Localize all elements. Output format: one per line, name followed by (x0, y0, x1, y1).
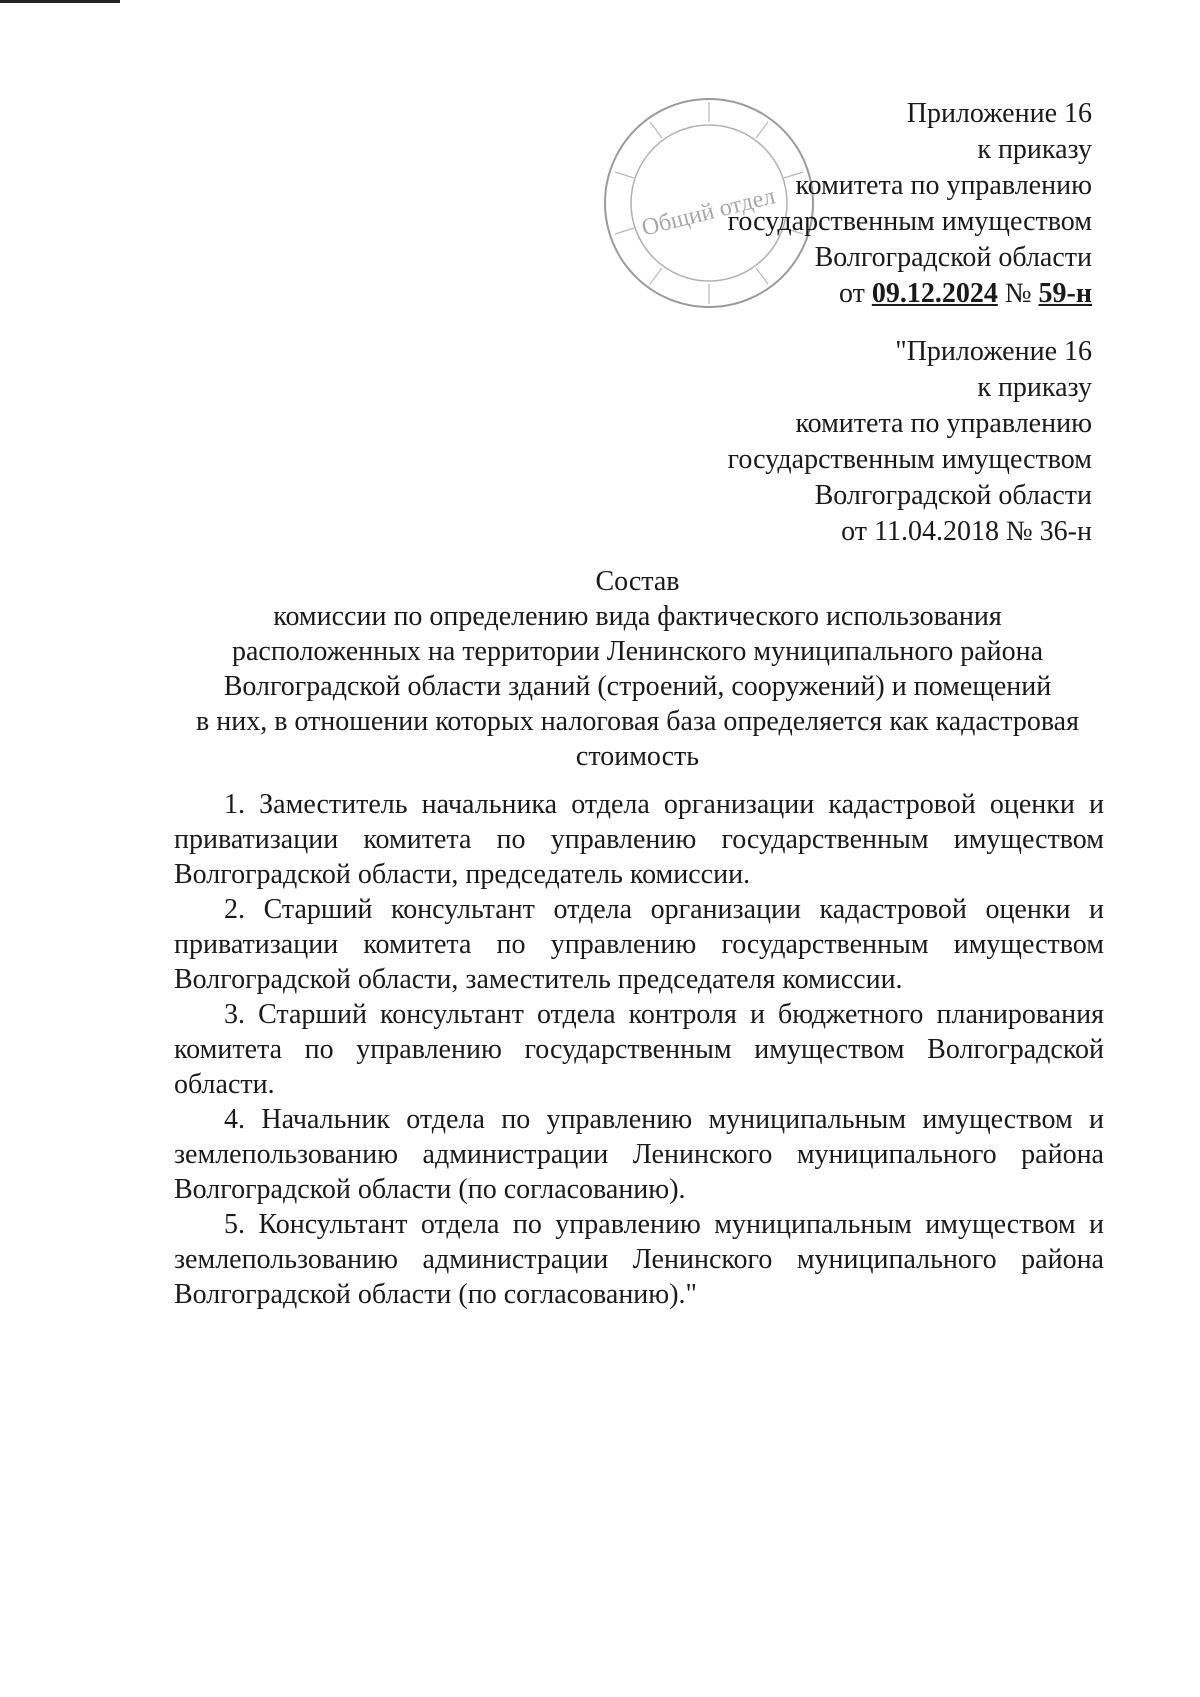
title-heading: Состав (595, 566, 680, 597)
title-line: Волгоградской области зданий (строений, сооружений) и помещений (223, 671, 1052, 702)
appendix-title: Приложение 16 (906, 98, 1092, 129)
title-line: расположенных на территории Ленинского муниципального района (231, 636, 1044, 667)
appendix-order-ref: к приказу (977, 134, 1092, 165)
member-item: 3. Старший консультант отдела контроля и бюджетного планирования комитета по управлению государственным имуществом Волгоградской области. (174, 999, 1104, 1100)
number-sign: № (997, 278, 1039, 309)
appendix-committee: комитета по управлению (795, 170, 1092, 201)
prev-appendix-committee: комитета по управлению (795, 408, 1092, 439)
appendix-header-current (728, 96, 1092, 312)
title-line: комиссии по определению вида фактического использования (273, 601, 1002, 632)
title-line: в них, в отношении которых налоговая база определяется как кадастровая (196, 706, 1079, 737)
stamp-text: Общий отдел (639, 183, 778, 242)
order-number: 59-н (1038, 278, 1092, 309)
member-item: 1. Заместитель начальника отдела организации кадастровой оценки и приватизации комитета по управлению государственным имуществом Волгоградской области, председатель комиссии. (174, 789, 1104, 890)
appendix-region: Волгоградской области (814, 242, 1092, 273)
title-line: стоимость (575, 741, 700, 772)
appendix-header-previous (728, 334, 1092, 550)
appendix-date-number (728, 276, 1092, 312)
document-title (170, 564, 1105, 774)
date-prefix: от (838, 278, 872, 309)
member-item: 4. Начальник отдела по управлению муниципальным имуществом и землепользованию администрации Ленинского муниципального района Волгоградской области (по согласованию). (174, 1104, 1104, 1205)
commission-members-list (174, 787, 1104, 1312)
appendix-committee-cont: государственным имуществом (727, 206, 1092, 237)
order-date: 09.12.2024 (871, 278, 998, 309)
prev-appendix-date-number: от 11.04.2018 № 36-н (841, 516, 1092, 547)
prev-appendix-region: Волгоградской области (814, 480, 1092, 511)
member-item: 5. Консультант отдела по управлению муниципальным имуществом и землепользованию администрации Ленинского муниципального района Волгоградской области (по согласованию)." (174, 1209, 1104, 1310)
prev-appendix-title: "Приложение 16 (895, 336, 1092, 367)
prev-appendix-committee-cont: государственным имуществом (727, 444, 1092, 475)
prev-appendix-order-ref: к приказу (977, 372, 1092, 403)
member-item: 2. Старший консультант отдела организации кадастровой оценки и приватизации комитета по управлению государственным имуществом Волгоградской области, заместитель председателя комиссии. (174, 894, 1104, 995)
scan-edge-mark (0, 0, 120, 3)
